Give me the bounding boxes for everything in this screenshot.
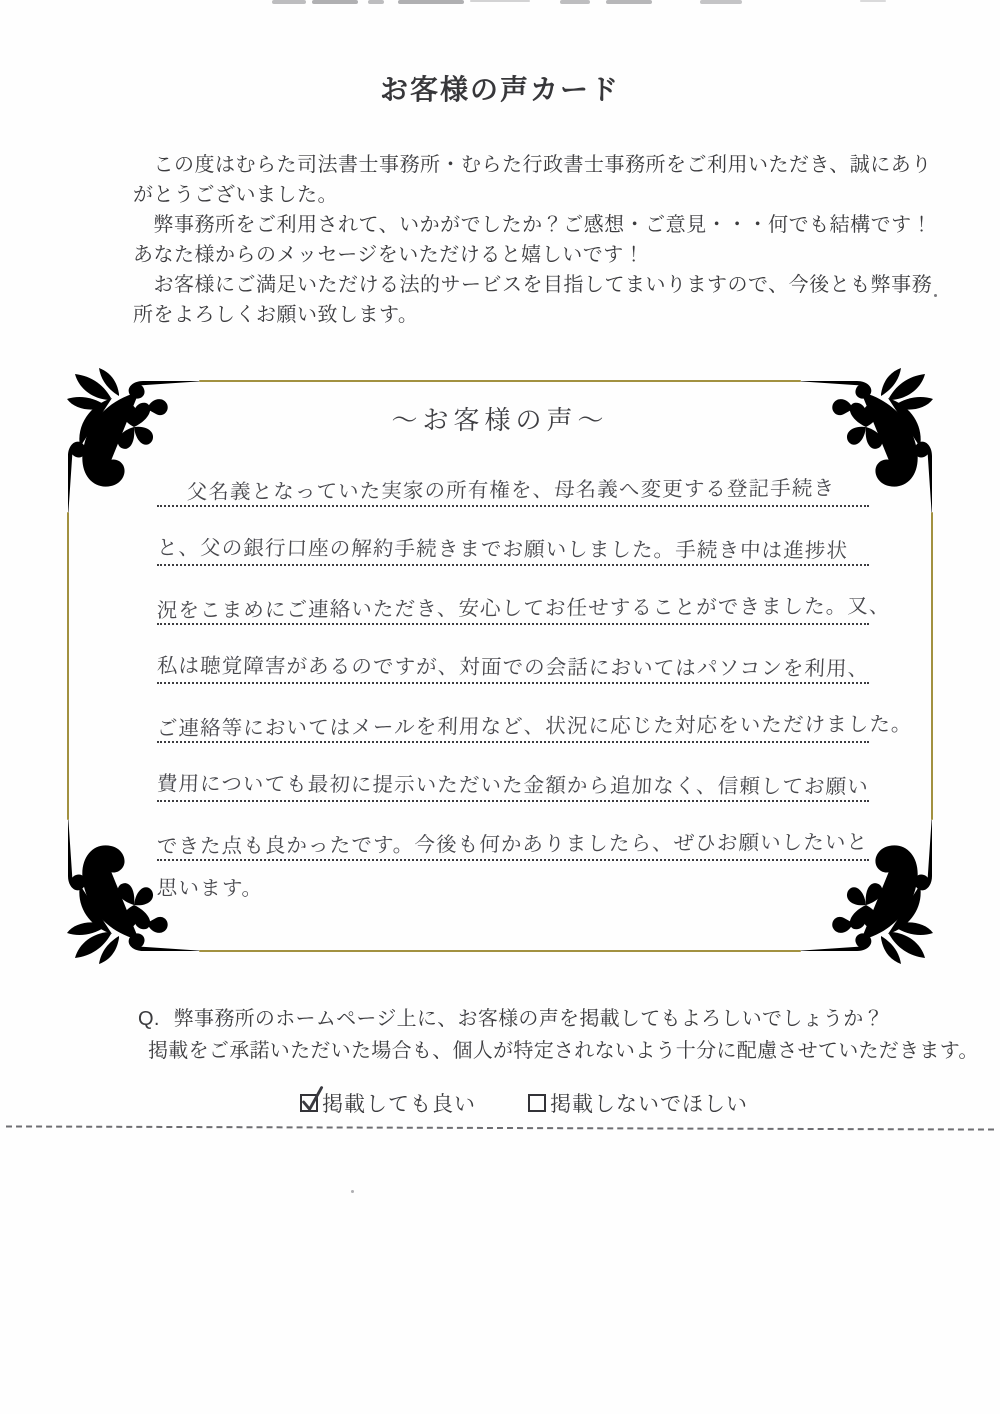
option-allow-publish (300, 1088, 476, 1118)
handwritten-line: 費用についても最初に提示いただいた金額から追加なく、信頼してお願い (157, 743, 869, 802)
intro-line: お客様にご満足いただける法的サービスを目指してまいりますので、今後とも弊事務 (133, 274, 933, 296)
intro-line: がとうございました。 (133, 184, 338, 206)
cut-line (6, 1125, 994, 1130)
voice-frame (55, 368, 945, 964)
intro-line: この度はむらた司法書士事務所・むらた行政書士事務所をご利用いただき、誠にあり (133, 154, 932, 176)
frame-border-right (931, 512, 934, 820)
handwritten-line: できた点も良かったです。今後も何かありましたら、ぜひお願いしたいと (157, 802, 869, 861)
intro-line: 弊事務所をご利用されて、いかがでしたか？ご感想・ご意見・・・何でも結構です！ (133, 214, 933, 236)
publish-question (138, 1002, 884, 1031)
intro-line: 所をよろしくお願い致します。 (133, 304, 419, 326)
frame-border-left (67, 512, 70, 820)
publish-question-note: 掲載をご承諾いただいた場合も、個人が特定されないよう十分に配慮させていただきます。 (148, 1040, 979, 1062)
handwritten-line: 父名義となっていた実家の所有権を、母名義へ変更する登記手続き (157, 448, 869, 507)
handwritten-line: ご連絡等においてはメールを利用など、状況に応じた対応をいただけました。 (157, 684, 869, 743)
option-deny-publish (528, 1088, 748, 1118)
handwritten-message (156, 448, 913, 911)
handwritten-line: と、父の銀行口座の解約手続きまでお願いしました。手続き中は進捗状 (157, 507, 869, 566)
intro-line: あなた様からのメッセージをいただけると嬉しいです！ (133, 244, 645, 266)
frame-border-top (199, 380, 801, 383)
checkmark-icon (300, 1090, 324, 1114)
page-title: お客様の声カード (379, 74, 620, 105)
handwritten-line: 思います。 (156, 876, 264, 901)
checkbox-deny-publish[interactable] (528, 1094, 546, 1112)
scan-speck (934, 294, 937, 297)
voice-heading: 〜お客様の声〜 (391, 406, 609, 435)
handwritten-line: 況をこまめにご連絡いただき、安心してお任せすることができました。又、 (157, 566, 869, 625)
option-label: 掲載しても良い (322, 1093, 476, 1116)
question-text: 弊事務所のホームページ上に、お客様の声を掲載してもよろしいでしょうか？ (173, 1008, 884, 1030)
option-label: 掲載しないでほしい (550, 1093, 748, 1116)
handwritten-line: 私は聴覚障害があるのですが、対面での会話においてはパソコンを利用、 (157, 625, 869, 684)
checkbox-allow-publish[interactable] (300, 1094, 318, 1112)
question-label: Q. (138, 1008, 160, 1030)
scan-speck (351, 1190, 354, 1193)
publish-options (0, 1088, 1000, 1122)
intro-paragraph (133, 150, 933, 330)
frame-border-bottom (199, 950, 801, 953)
